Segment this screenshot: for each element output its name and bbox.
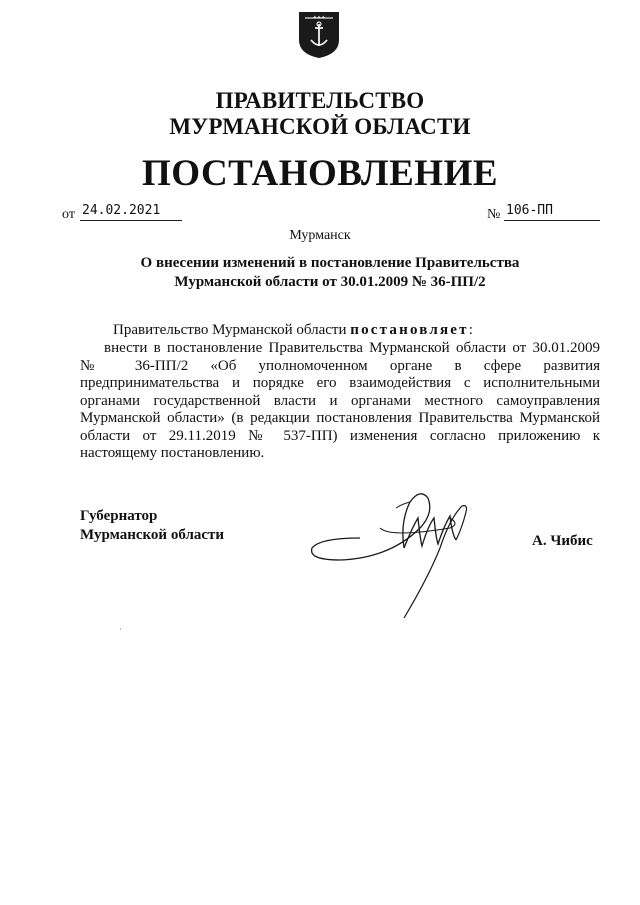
scan-artifact-dot — [120, 628, 121, 630]
body-line: внести в постановление Правительства Мурманской области от 30.01.2009 — [104, 340, 600, 356]
handwritten-signature-icon — [300, 468, 480, 628]
intro-colon: : — [468, 322, 473, 338]
body-line: предпринимательства и порядке его взаимодействия с исполнительными — [80, 375, 600, 391]
body-line: № 36-ПП/2 «Об уполномоченном органе в сфере развития — [80, 357, 600, 374]
svg-text:✦✦✦: ✦✦✦ — [312, 15, 326, 21]
government-title-line2: МУРМАНСКОЙ ОБЛАСТИ — [169, 114, 471, 139]
signer-title-line1: Губернатор — [80, 508, 158, 524]
date-prefix: от — [62, 207, 75, 222]
number-prefix: № — [487, 207, 501, 222]
coat-of-arms-icon — [297, 10, 341, 60]
city-name: Мурманск — [289, 228, 351, 243]
body-line: области от 29.11.2019 № 537-ПП) изменения согласно приложению к — [80, 427, 600, 444]
body-line: Мурманской области» (в редакции постановления Правительства Мурманской — [80, 410, 600, 426]
body-line: настоящему постановлению. — [80, 445, 265, 461]
resolution-intro — [113, 322, 473, 339]
document-subject — [120, 254, 540, 292]
document-date: 24.02.2021 — [80, 203, 182, 221]
signer-title-line2: Мурманской области — [80, 527, 225, 543]
resolution-body — [80, 340, 600, 463]
government-title-line1: ПРАВИТЕЛЬСТВО — [215, 88, 425, 113]
document-type-title: ПОСТАНОВЛЕНИЕ — [141, 153, 499, 194]
signer-name: А. Чибис — [532, 533, 593, 549]
document-number: 106-ПП — [504, 203, 600, 221]
intro-text: Правительство Мурманской области — [113, 322, 351, 338]
subject-line2: Мурманской области от 30.01.2009 № 36-ПП/2 — [174, 274, 486, 290]
subject-line1: О внесении изменений в постановление Правительства — [140, 255, 520, 271]
intro-decree-word: постановляет — [350, 322, 469, 338]
body-line: органами государственной власти и органами местного самоуправления — [80, 392, 600, 409]
